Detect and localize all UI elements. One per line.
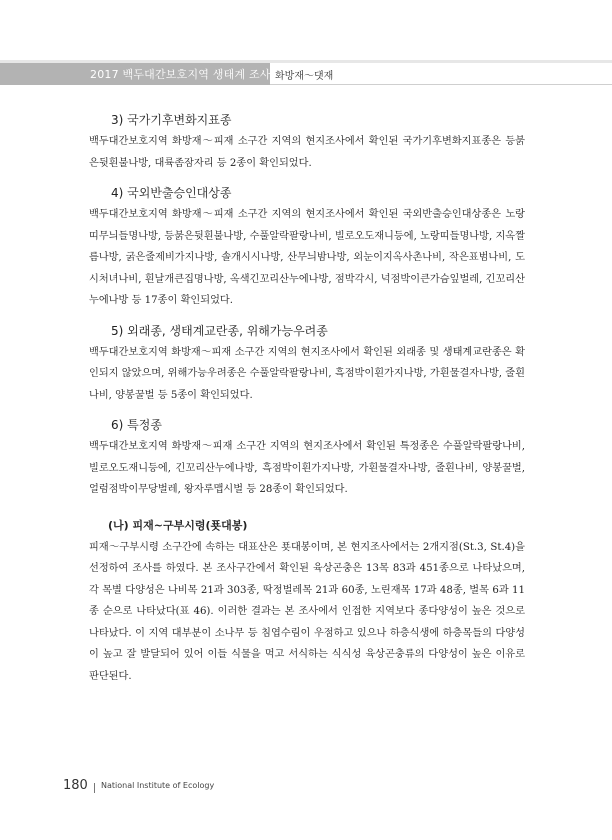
subsection-heading-text: (나) 피재~구부시령(푯대봉)	[108, 518, 248, 532]
section-heading-invasive-species: 5) 외래종, 생태계교란종, 위해가능우려종	[111, 323, 328, 338]
section-heading-specific-species: 6) 특정종	[111, 418, 162, 432]
section-paragraph-invasive-species: 백두대간보호지역 화방재～피재 소구간 지역의 현지조사에서 확인된 외래종 및 생태계교란종은 확인되지 않았으며, 위해가능우려종은 수풀알락팔랑나비, 흑점박이흰가지나방, 가흰물결자나방, 줄흰나비, 양봉꿀벌 등 5종이 확인되었다.	[89, 346, 525, 401]
section-paragraph-export-approval: 백두대간보호지역 화방재～피재 소구간 지역의 현지조사에서 확인된 국외반출승인대상종은 노랑띠무늬들명나방, 등붉은뒷흰불나방, 수풀알락팔랑나비, 빌로오도재니등에, 노랑띠들명나방, 지옥짤름나방, 굵은줄제비가지나방, 솔개시시나방, 산무늬밤나방, 외눈이지옥사촌나비, 작은표범나비, 도시처녀나비, 흰날개큰집명나방, 옥색긴꼬리산누에나방, 점박각시, 넉점박이큰가슴잎벌레, 긴꼬리산누에나방 등 17종이 확인되었다.	[89, 209, 525, 306]
footer-divider	[94, 783, 95, 793]
header-title: 2017 백두대간보호지역 생태계 조사	[90, 68, 271, 81]
subsection-heading	[108, 515, 525, 537]
header-underline	[270, 84, 612, 85]
header-subtitle: 화방재～댓재	[275, 71, 334, 82]
section-paragraph-climate-indicator: 백두대간보호지역 화방재～피재 소구간 지역의 현지조사에서 확인된 국가기후변화지표종은 등붉은뒷흰불나방, 대륙좀잠자리 등 2종이 확인되었다.	[89, 136, 525, 169]
page-number: 180	[63, 778, 88, 793]
footer-organization: National Institute of Ecology	[101, 781, 215, 790]
section-paragraph-specific-species: 백두대간보호지역 화방재～피재 소구간 지역의 현지조사에서 확인된 특정종은 수풀알락팔랑나비, 빌로오도재니등에, 긴꼬리산누에나방, 흑점박이흰가지나방, 가흰물결자나방, 줄흰나비, 양봉꿀벌, 얼럼점박이무당벌레, 왕자루맵시벌 등 28종이 확인되었다.	[89, 441, 525, 495]
section-heading-export-approval: 4) 국외반출승인대상종	[111, 186, 232, 200]
subsection-paragraph: 피재～구부시령 소구간에 속하는 대표산은 푯대봉이며, 본 현지조사에서는 2개지점(St.3, St.4)을 선정하여 조사를 하였다. 본 조사구간에서 확인된 육상곤충은 13목 83과 451종으로 나타났으며, 각 목별 다양성은 나비목 21과 303종, 딱정벌레목 21과 60종, 노린재목 17과 48종, 벌목 6과 11종 순으로 나타났다(표 46). 이러한 결과는 본 조사에서 인접한 지역보다 종다양성이 높은 것으로 나타났다. 이 지역 대부분이 소나무 등 침엽수림이 우점하고 있으나 하층식생에 하층목들의 다양성이 높고 잘 발달되어 있어 이들 식물을 먹고 서식하는 식식성 육상곤충류의 다양성이 높은 이유로 판단된다.	[89, 541, 525, 682]
section-heading-climate-indicator: 3) 국가기후변화지표종	[111, 113, 232, 127]
page-body	[89, 110, 525, 687]
